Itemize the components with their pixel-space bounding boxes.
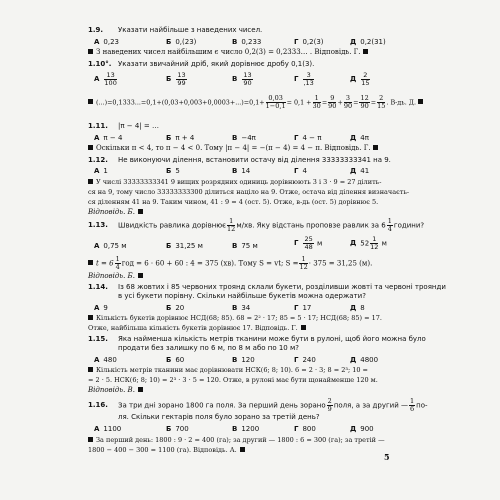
solution-marker-icon <box>88 145 93 150</box>
end-marker-icon <box>138 209 143 214</box>
textbook-page: 1.9. Указати найбільше з наведених чисел. А 0,23 Б 0,(23) В 0,233 Г 0,2(3) Д 0,2(31) З наведених чисел найбільшим є число 0,2(3) = 0,2333… . Відповідь. Г. 1.10°. Указати звичайний дріб, який дорівнює дробу 0,1(3). А $\frac{13}{100}$ Б $\frac{13}{99}$ В $\frac{13}{90}$ Г $\frac{3}{,13}$ Д $\frac{2}{15}$ (...)=0,1333...=0,1+(0,03+0,003+0,0003+...)=0,1+ $\frac{0,03}{1-0,1}$ = 0,1 + $\frac{1}{30}$ = $\frac{9}{90}$ + $\frac{3}{90}$ = $\frac{12}{90}$ = $\frac{2}{15}$ . В-дь. Д. 1.11. |π − 4| = … А π − 4 Б π + 4 В −4π Г 4 − π Д 4π Оскільки π < 4, то π − 4 < 0. Тому |π − 4| = −(π − 4) = 4 − π. Відповідь. Г. 1.12. Не виконуючи ділення, встановити остачу від ділення 33333333341 на 9. А 1 Б 5 В 14 Г 4 Д 41 У числі 33333333341 9 вищих розрядних одиниць дорівнюють 3 і 3 · 9 = 27 ділить- ся на 9, тому число 33333333300 ділиться націло на 9. Отже, остача від ділення визначаєть- ся діленням 41 на 9. Таким чином, 41 : 9 = 4 (ост. 5). Отже, в-дь (ост. 5) дорівнює 5. Відповідь. Б. 1.13. Швидкість равлика дорівнює $\frac{1}{12}$ м/хв. Яку відстань проповзе равлик за 6 $\frac{1}{4}$ години? А 0,75 м Б 31,25 м В 75 м Г $\frac{25}{48}$ м Д 52 $\frac{1}{12}$ м t = 6 $\frac{1}{4}$ год = 6 · 60 + 60 : 4 = 375 (хв). Тому S = vt; S = $\frac{1}{12}$ · 375 = 31,25 (м). Відповідь. Б. 1.14. Із 68 жовтих і 85 червоних троянд склали букети, розділивши жовті та червоні троянди в усі букети порівну. Скільки найбільше букетів можна одержати? А 9 Б 20 В 34 Г 17 Д 8 Кількість букетів дорівнює НСД(68; 85). 68 = 2² · 17; 85 = 5 · 17; НСД(68; 85) = 17. Отже, найбільша кількість букетів дорівнює 17. Відповідь. Г. 1.15. Яка найменша кількість метрів тканини може бути в рулоні, щоб його можна було продати без залишку по 6 м, по 8 м або по 10 м? А 480 Б 60 В 120 Г 240 Д 4800 Кількість метрів тканини має дорівнювати НСК(6; 8; 10). 6 = 2 · 3; 8 = 2³; 10 = = 2 · 5. НСК(6; 8; 10) = 2³ · 3 · 5 = 120. Отже, в рулоні має бути щонайменше 120 м. Відповідь. В. 1.16. За три дні зорано 1800 га поля. За перший день зорано $\frac{2}{9}$ поля, а за другий — $\frac{1}{6}$ по- ля. Скільки гектарів поля було зорано за третій день? А 1100 Б 700 В 1200 Г 800 Д 900 За перший день: 1800 : 9 · 2 = 400 (га); за другий — 1800 : 6 = 300 (га); за третій — 1800 − 400 − 300 = 1100 (га). Відповідь. А. 5 <box>88 26 446 462</box>
problem-1-12-answer: Відповідь. Б. <box>88 209 146 216</box>
problem-1-14-question-line2: в усі букети порівну. Скільки найбільше букетів можна одержати? <box>118 292 366 300</box>
solution-marker-icon <box>88 437 93 442</box>
problem-1-13-question: 1.13. Швидкість равлика дорівнює $\frac{1}{12}$ м/хв. Яку відстань проповзе равлик за 6 $\frac{1}{4}$ години? <box>88 217 425 233</box>
problem-1-16-question-line2: ля. Скільки гектарів поля було зорано за третій день? <box>118 413 320 421</box>
problem-1-9-question: 1.9. Указати найбільше з наведених чисел. <box>88 26 263 34</box>
solution-marker-icon <box>88 99 93 104</box>
problem-number: 1.9. <box>88 26 104 34</box>
end-marker-icon <box>240 447 245 452</box>
problem-1-11-solution: Оскільки π < 4, то π − 4 < 0. Тому |π − 4| = −(π − 4) = 4 − π. Відповідь. Г. <box>88 145 381 152</box>
end-marker-icon <box>138 387 143 392</box>
problem-number: 1.12. <box>88 156 108 164</box>
problem-1-15-answer: Відповідь. В. <box>88 387 146 394</box>
solution-marker-icon <box>88 367 93 372</box>
problem-1-13-answer: Відповідь. Б. <box>88 273 146 280</box>
problem-number: 1.14. <box>88 283 108 291</box>
problem-1-14-question: 1.14. Із 68 жовтих і 85 червоних троянд склали букети, розділивши жовті та червоні троянди <box>88 283 446 291</box>
solution-marker-icon <box>88 179 93 184</box>
problem-1-11-question: 1.11. |π − 4| = … <box>88 122 160 130</box>
problem-1-9-solution: З наведених чисел найбільшим є число 0,2(3) = 0,2333… . Відповідь. Г. <box>88 49 371 56</box>
problem-1-12-solution-line1: У числі 33333333341 9 вищих розрядних одиниць дорівнюють 3 і 3 · 9 = 27 ділить- <box>88 179 381 186</box>
end-marker-icon <box>373 145 378 150</box>
problem-1-16-solution-line2: 1800 − 400 − 300 = 1100 (га). Відповідь. А. <box>88 447 248 454</box>
problem-1-12-solution-line3: ся діленням 41 на 9. Таким чином, 41 : 9 = 4 (ост. 5). Отже, в-дь (ост. 5) дорівнює 5. <box>88 198 379 206</box>
solution-marker-icon <box>88 315 93 320</box>
end-marker-icon <box>363 49 368 54</box>
end-marker-icon <box>301 325 306 330</box>
problem-1-12-solution-line2: ся на 9, тому число 33333333300 ділиться націло на 9. Отже, остача від ділення визначаєть- <box>88 188 410 196</box>
problem-1-15-question-line2: продати без залишку по 6 м, по 8 м або по 10 м? <box>118 344 299 352</box>
end-marker-icon <box>138 273 143 278</box>
problem-number: 1.15. <box>88 335 108 343</box>
problem-1-14-solution-line1: Кількість букетів дорівнює НСД(68; 85). 68 = 2² · 17; 85 = 5 · 17; НСД(68; 85) = 17. <box>88 315 382 322</box>
problem-1-15-question: 1.15. Яка найменша кількість метрів тканини може бути в рулоні, щоб його можна було <box>88 335 426 343</box>
problem-1-15-solution-line1: Кількість метрів тканини має дорівнювати НСК(6; 8; 10). 6 = 2 · 3; 8 = 2³; 10 = <box>88 367 368 374</box>
problem-1-16-question: 1.16. За три дні зорано 1800 га поля. За перший день зорано $\frac{2}{9}$ поля, а за другий — $\frac{1}{6}$ по- <box>88 397 428 413</box>
problem-1-10-question: 1.10°. Указати звичайний дріб, який дорівнює дробу 0,1(3). <box>88 60 315 68</box>
problem-1-15-solution-line2: = 2 · 5. НСК(6; 8; 10) = 2³ · 3 · 5 = 120. Отже, в рулоні має бути щонайменше 120 м. <box>88 376 378 384</box>
page-number: 5 <box>384 452 390 462</box>
problem-number: 1.10°. <box>88 60 112 68</box>
solution-marker-icon <box>88 49 93 54</box>
end-marker-icon <box>418 99 423 104</box>
problem-number: 1.11. <box>88 122 108 130</box>
problem-1-12-question: 1.12. Не виконуючи ділення, встановити остачу від ділення 33333333341 на 9. <box>88 156 391 164</box>
problem-number: 1.13. <box>88 221 108 230</box>
solution-marker-icon <box>88 260 93 265</box>
problem-1-14-solution-line2: Отже, найбільша кількість букетів дорівнює 17. Відповідь. Г. <box>88 325 309 332</box>
problem-number: 1.16. <box>88 401 108 410</box>
problem-1-13-solution: t = 6 $\frac{1}{4}$ год = 6 · 60 + 60 : 4 = 375 (хв). Тому S = vt; S = $\frac{1}{12}$ · 375 = 31,25 (м). <box>88 256 372 271</box>
problem-1-10-solution: (...)=0,1333...=0,1+(0,03+0,003+0,0003+...)=0,1+ $\frac{0,03}{1-0,1}$ = 0,1 + $\frac{1}{30}$ = $\frac{9}{90}$ + $\frac{3}{90}$ = $\frac{12}{90}$ = $\frac{2}{15}$ . В-дь. Д. <box>88 95 426 110</box>
problem-1-16-solution-line1: За перший день: 1800 : 9 · 2 = 400 (га); за другий — 1800 : 6 = 300 (га); за третій — <box>88 437 385 444</box>
